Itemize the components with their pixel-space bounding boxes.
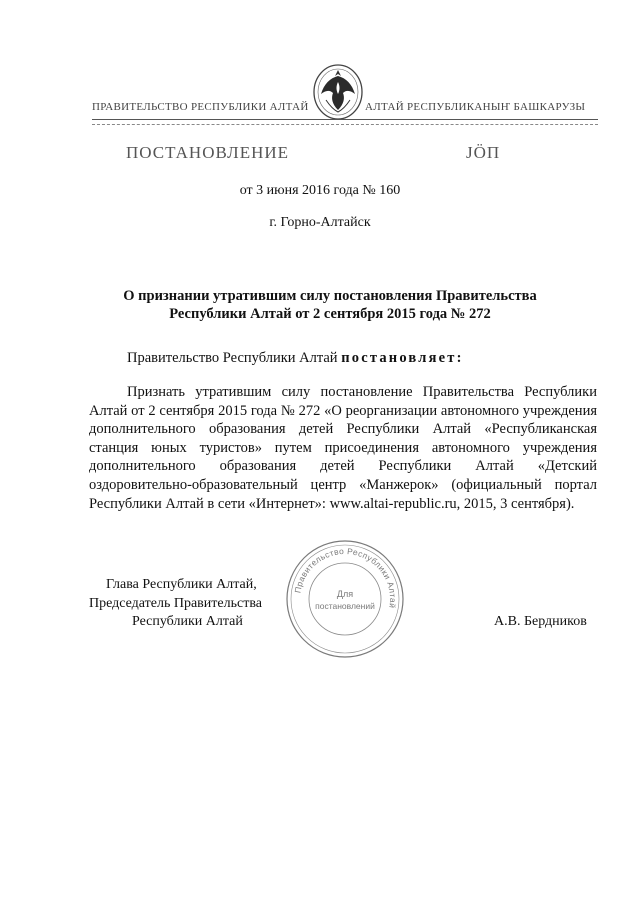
coat-of-arms-icon	[312, 60, 364, 120]
stamp-center-line1: Для	[336, 589, 354, 599]
document-kind-alt: JӦП	[466, 143, 501, 162]
signatory-title-line1: Глава Республики Алтай,	[106, 577, 257, 592]
decree-line	[127, 350, 464, 367]
stamp-ring-text: Правительство Республики Алтай	[292, 545, 399, 610]
decree-verb: постановляет:	[341, 350, 464, 366]
header-government-name-alt: АЛТАЙ РЕСПУБЛИКАНЫҤ БАШКАРУЗЫ	[365, 101, 586, 113]
decree-subject: Правительство Республики Алтай	[127, 350, 342, 366]
stamp-center-line2: постановлений	[315, 601, 375, 611]
header-rule	[92, 119, 598, 120]
document-city: г. Горно-Алтайск	[269, 215, 371, 230]
signatory-title-line3: Республики Алтай	[132, 614, 243, 629]
svg-text:Правительство Республики Алтай	[292, 546, 398, 609]
header-government-name-ru: ПРАВИТЕЛЬСТВО РЕСПУБЛИКИ АЛТАЙ	[92, 101, 309, 113]
document-title: О признании утратившим силу постановления Правительства Республики Алтай от 2 сентября 2015 года № 272	[123, 288, 537, 322]
document-kind-ru: ПОСТАНОВЛЕНИЕ	[126, 143, 290, 162]
header-rule-dashed	[92, 124, 598, 125]
signatory-title-line2: Председатель Правительства	[89, 596, 262, 611]
document-body: Признать утратившим силу постановление Правительства Республики Алтай от 2 сентября 2015 года № 272 «О реорганизации автономного учреждения дополнительного образования детей Республики Алтай «Республиканская станция юных туристов» путем присоединения автономного учреждения дополнительного образования детей Республики Алтай «Детский оздоровительно-образовательный центр «Манжерок» (официальный портал Республики Алтай в сети «Интернет»: www.altai-republic.ru, 2015, 3 сентября).	[89, 384, 597, 512]
signatory-name: А.В. Бердников	[494, 614, 587, 629]
official-stamp	[283, 537, 407, 661]
document-date-number: от 3 июня 2016 года № 160	[239, 183, 401, 198]
